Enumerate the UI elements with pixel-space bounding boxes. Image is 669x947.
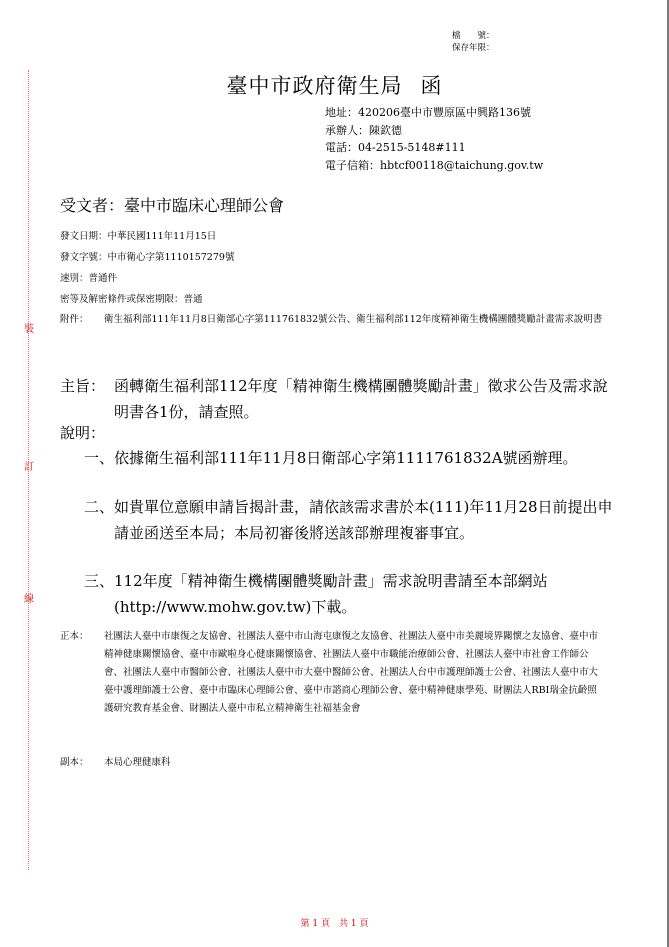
item-number: 二、: [84, 498, 115, 516]
secrecy: 密等及解密條件或保密期限：普通: [60, 294, 203, 305]
cc-text: 本局心理健康科: [104, 757, 171, 768]
binding-mark-ding: 訂: [24, 462, 34, 473]
binding-mark-xian: 線: [24, 594, 34, 605]
explanation-label: 說明：: [60, 424, 106, 442]
subject-label: 主旨：: [60, 377, 106, 395]
handler: 承辦人：陳欽德: [325, 123, 402, 137]
doc-type: 函: [420, 74, 443, 98]
issue-number: 發文字號：中市衛心字第1110157279號: [60, 252, 235, 263]
file-number-label: 檔 號：: [452, 31, 495, 41]
item-text: 112年度「精神衛生機構團體獎勵計畫」需求說明書請至本部網站(http://www.mohw.gov.tw)下載。: [114, 572, 548, 616]
binding-mark-zhuang: 裝: [24, 324, 34, 335]
attachment-label: 附件：: [60, 314, 89, 325]
agency-name: 臺中市政府衛生局: [226, 74, 403, 98]
recipient: 受文者：臺中市臨床心理師公會: [60, 196, 285, 215]
subject-text: 函轉衛生福利部112年度「精神衛生機構團體獎勵計畫」徵求公告及需求說明書各1份，請查照。: [114, 377, 608, 421]
item-number: 一、: [84, 449, 115, 467]
item-text: 依據衛生福利部111年11月8日衛部心字第1111761832A號函辦理。: [114, 449, 578, 467]
file-info: [452, 30, 495, 54]
item-number: 三、: [84, 572, 115, 590]
page-footer: 第 1 頁 共 1 頁: [300, 919, 369, 929]
issue-date: 發文日期：中華民國111年11月15日: [60, 231, 217, 242]
item-text: 如貴單位意願申請旨揭計畫，請依該需求書於本(111)年11月28日前提出申請並函送至本局；本局初審後將送該部辦理複審事宜。: [114, 498, 613, 542]
email: 電子信箱：hbtcf00118@taichung.gov.tw: [325, 158, 544, 172]
speed: 速別：普通件: [60, 273, 118, 284]
cc-label: 副本：: [60, 757, 89, 768]
attachment-text: 衛生福利部111年11月8日衛部心字第111761832號公告、衛生福利部112年度精神衛生機構團體獎勵計畫需求說明書: [104, 314, 603, 325]
phone: 電話：04-2515-5148#111: [325, 141, 466, 154]
main-recipients-label: 正本：: [60, 631, 89, 642]
document-title: [0, 70, 669, 100]
contact-block: [325, 104, 543, 174]
address: 地址：420206臺中市豐原區中興路136號: [325, 106, 531, 119]
retention-label: 保存年限：: [452, 43, 495, 53]
main-recipients-text: 社團法人臺中市康復之友協會、社團法人臺中市山海屯康復之友協會、社團法人臺中市美麗境界關懷之友協會、臺中市精神健康關懷協會、臺中市歐啦身心健康關懷協會、社團法人臺中市職能治療師公會、社團法人臺中市社會工作師公會、社團法人臺中市醫師公會、社團法人臺中市大臺中醫師公會、社團法人台中市護理師護士公會、社團法人臺中市大臺中護理師護士公會、臺中市臨床心理師公會、臺中市諮商心理師公會、臺中精神健康學苑、財團法人RBI瑞金抗齡照護研究教育基金會、財團法人臺中市私立精神衛生社福基金會: [104, 631, 599, 714]
